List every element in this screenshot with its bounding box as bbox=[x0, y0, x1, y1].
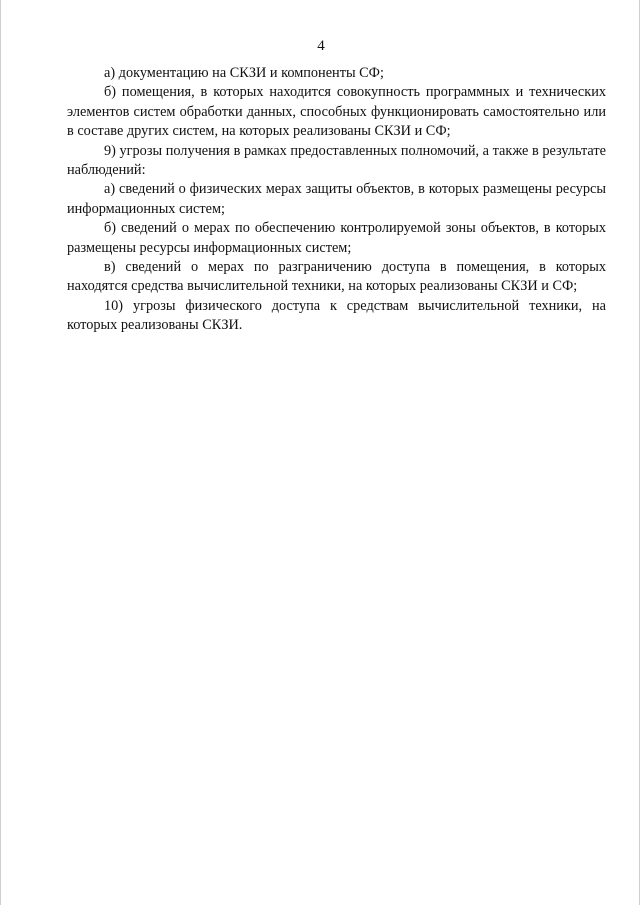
paragraph-threat-9: 9) угрозы получения в рамках предоставленных полномочий, а также в результате наблюдений: bbox=[67, 142, 606, 179]
paragraph-premises: б) помещения, в которых находится совокупность программных и технических элементов систем обработки данных, способных функционировать самостоятельно или в составе других систем, на которых реализованы СКЗИ и СФ; bbox=[67, 84, 606, 140]
paragraph-documentation: а) документацию на СКЗИ и компоненты СФ; bbox=[104, 65, 384, 81]
paragraph-threat-10: 10) угрозы физического доступа к средствам вычислительной техники, на которых реализованы СКЗИ. bbox=[67, 297, 606, 334]
paragraph-access-control: в) сведений о мерах по разграничению доступа в помещения, в которых находятся средства вычислительной техники, на которых реализованы СКЗИ и СФ; bbox=[67, 259, 606, 295]
document-body bbox=[67, 64, 606, 336]
paragraph-physical-protection: а) сведений о физических мерах защиты объектов, в которых размещены ресурсы информационных систем; bbox=[67, 181, 606, 217]
page-number: 4 bbox=[317, 38, 325, 54]
paragraph-controlled-zone: б) сведений о мерах по обеспечению контролируемой зоны объектов, в которых размещены ресурсы информационных систем; bbox=[67, 220, 606, 256]
